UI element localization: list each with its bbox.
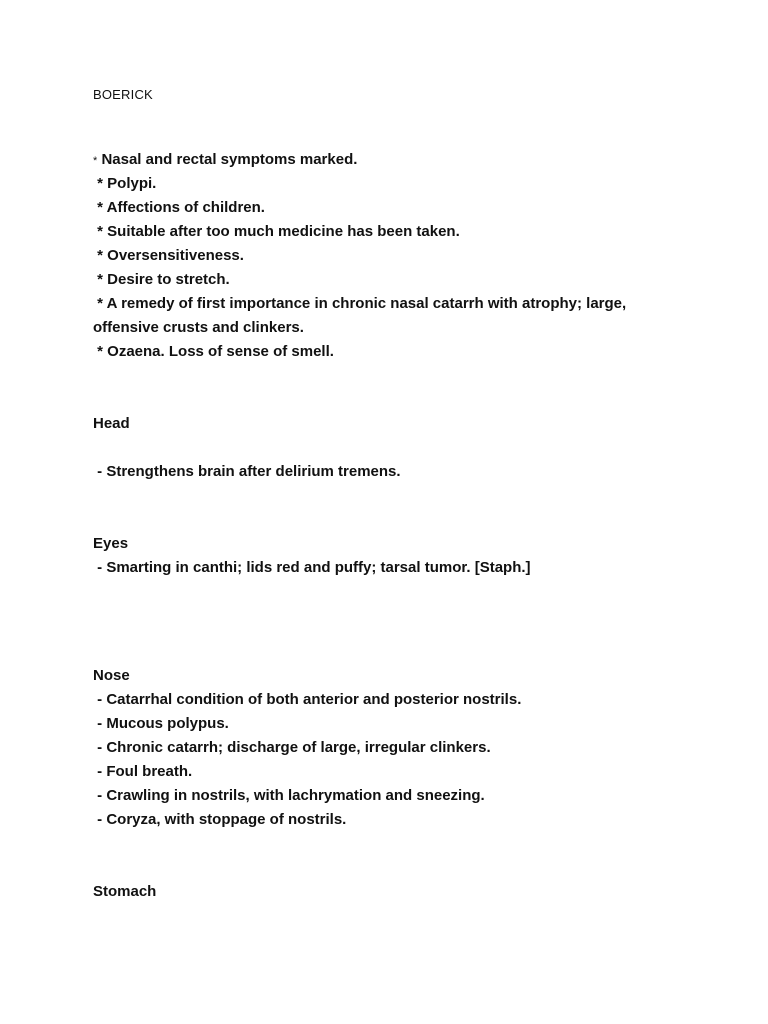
section-heading-eyes: Eyes (93, 535, 129, 552)
intro-item-1 (93, 148, 357, 173)
nose-item-4: - Foul breath. (93, 763, 193, 780)
section-heading-head: Head (93, 415, 130, 432)
nose-item-5: - Crawling in nostrils, with lachrymation and sneezing. (93, 787, 485, 804)
eyes-item-1: - Smarting in canthi; lids red and puffy; tarsal tumor. [Staph.] (93, 559, 531, 576)
intro-item-7: * A remedy of first importance in chronic nasal catarrh with atrophy; large, offensive crusts and clinkers. (93, 295, 631, 336)
intro-item-6: * Desire to stretch. (93, 271, 230, 288)
section-heading-stomach: Stomach (93, 883, 157, 900)
section-heading-nose: Nose (93, 667, 130, 684)
nose-item-2: - Mucous polypus. (93, 715, 229, 732)
intro-star: * (93, 155, 98, 167)
intro-item-4: * Suitable after too much medicine has been taken. (93, 223, 460, 240)
head-item-1: - Strengthens brain after delirium tremens. (93, 463, 401, 480)
document-title: BOERICK (93, 87, 153, 102)
nose-item-6: - Coryza, with stoppage of nostrils. (93, 811, 347, 828)
intro-item-8: * Ozaena. Loss of sense of smell. (93, 343, 334, 360)
intro-item-2: * Polypi. (93, 175, 157, 192)
intro-item-5: * Oversensitiveness. (93, 247, 244, 264)
intro-item-1-text: Nasal and rectal symptoms marked. (97, 151, 358, 168)
nose-item-3: - Chronic catarrh; discharge of large, irregular clinkers. (93, 739, 491, 756)
intro-item-3: * Affections of children. (93, 199, 265, 216)
nose-item-1: - Catarrhal condition of both anterior and posterior nostrils. (93, 691, 522, 708)
